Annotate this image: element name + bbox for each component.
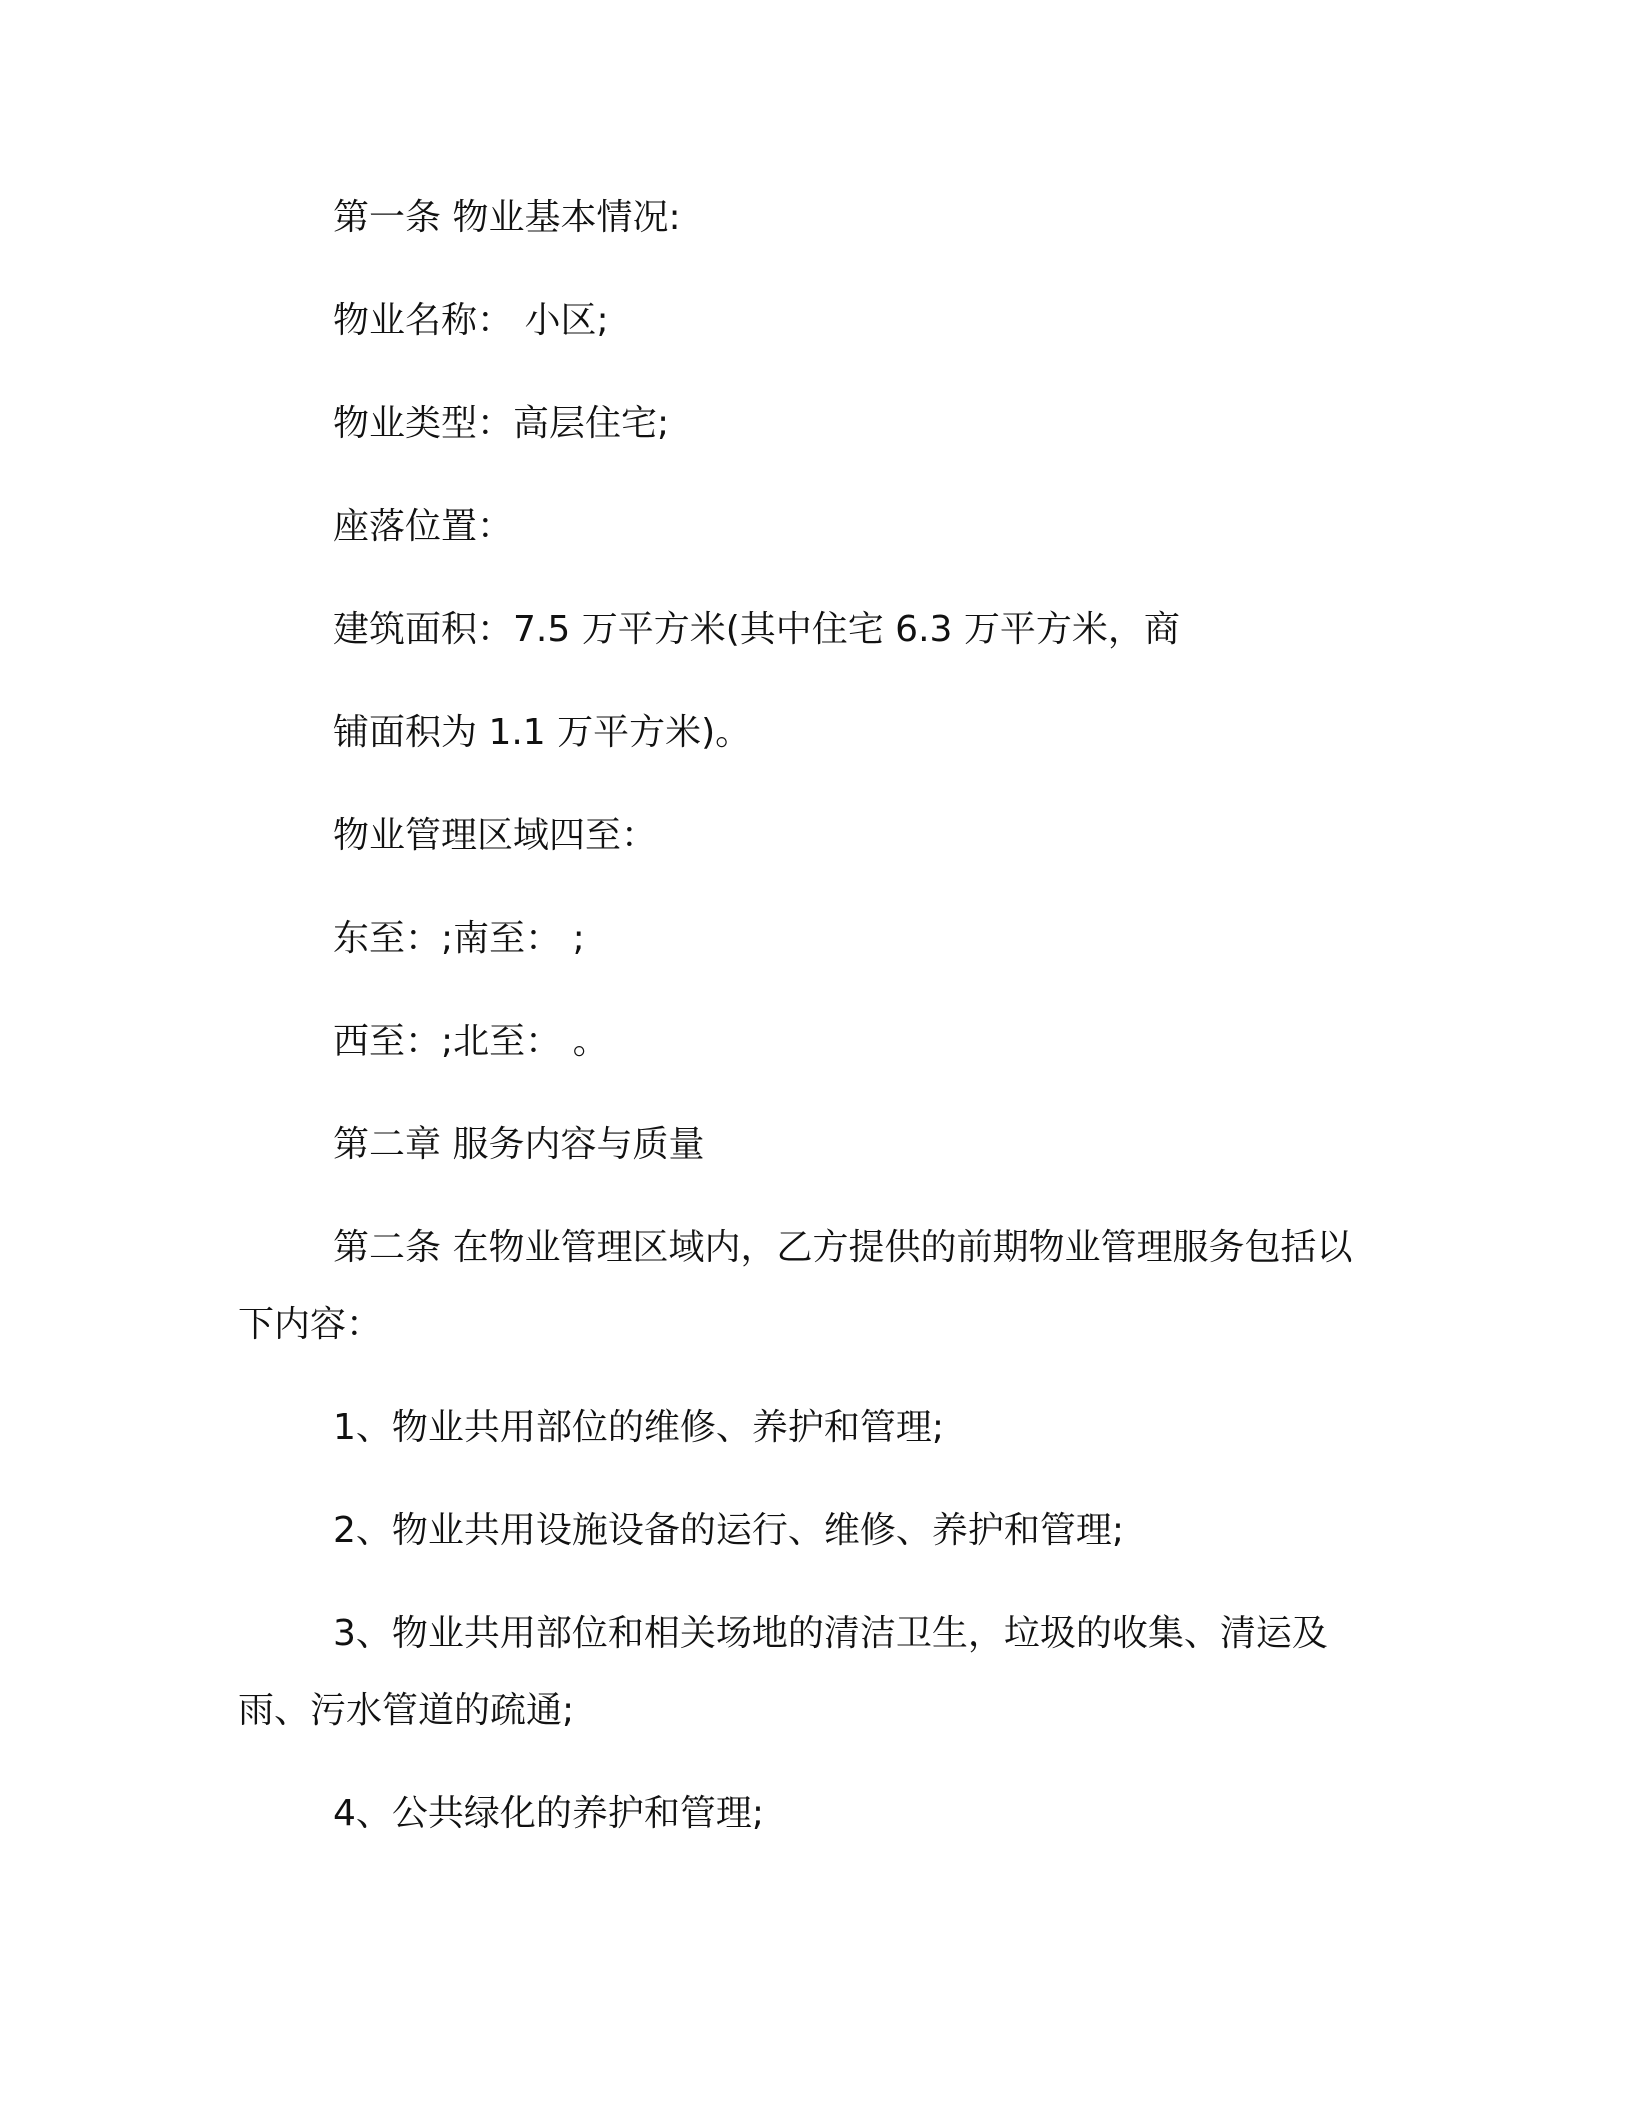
property-type-line: 物业类型：高层住宅; [333, 403, 670, 444]
boundaries-heading: 物业管理区域四至： [333, 815, 658, 856]
building-area-line: 建筑面积：7.5 万平方米(其中住宅 6.3 万平方米，商 [333, 609, 1180, 650]
list-item-4: 4、公共绿化的养护和管理; [333, 1793, 765, 1834]
location-line: 座落位置： [333, 506, 514, 547]
article-2-line-1: 第二条 在物业管理区域内，乙方提供的前期物业管理服务包括以 [333, 1227, 1353, 1268]
article-2-line-2: 下内容： [238, 1304, 383, 1345]
shop-area-line: 铺面积为 1.1 万平方米)。 [333, 712, 752, 753]
chapter-2-heading: 第二章 服务内容与质量 [333, 1124, 705, 1165]
article-1-heading: 第一条 物业基本情况: [333, 197, 681, 238]
east-south-boundary-line: 东至：;南至： ; [333, 918, 585, 959]
list-item-2: 2、物业共用设施设备的运行、维修、养护和管理; [333, 1510, 1125, 1551]
list-item-3-line-1: 3、物业共用部位和相关场地的清洁卫生，垃圾的收集、清运及 [333, 1613, 1328, 1654]
west-north-boundary-line: 西至：;北至： 。 [333, 1021, 609, 1062]
list-item-1: 1、物业共用部位的维修、养护和管理; [333, 1407, 945, 1448]
property-name-line: 物业名称： 小区; [333, 300, 609, 341]
list-item-3-line-2: 雨、污水管道的疏通; [238, 1690, 575, 1731]
